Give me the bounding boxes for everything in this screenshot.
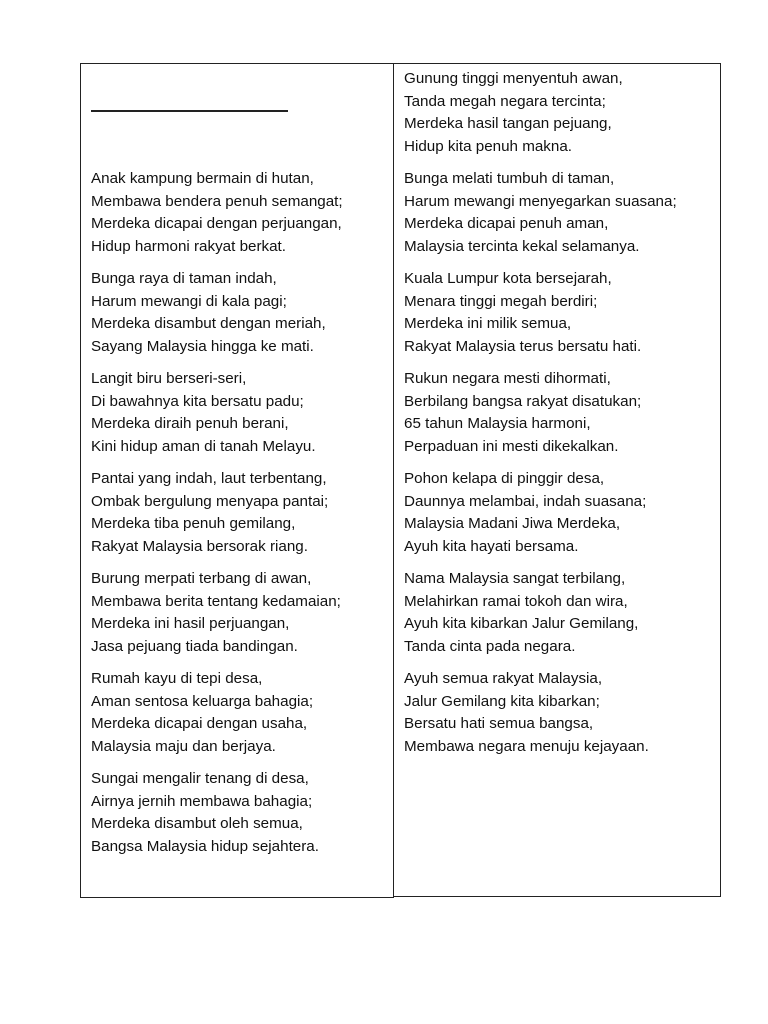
pantun-line: Menara tinggi megah berdiri;: [404, 292, 598, 310]
pantun-line: Harum mewangi menyegarkan suasana;: [404, 192, 677, 210]
pantun-stanza: [91, 368, 389, 458]
pantun-line: Gunung tinggi menyentuh awan,: [404, 70, 623, 87]
pantun-line: Ayuh semua rakyat Malaysia,: [404, 670, 603, 687]
pantun-line: Ombak bergulung menyapa pantai;: [91, 492, 329, 510]
pantun-line: Airnya jernih membawa bahagia;: [91, 792, 313, 810]
pantun-line: Bangsa Malaysia hidup sejahtera.: [91, 837, 319, 855]
pantun-stanza: [91, 768, 389, 858]
left-column: [80, 63, 394, 898]
pantun-line: Merdeka dicapai penuh aman,: [404, 215, 609, 232]
pantun-line: Sungai mengalir tenang di desa,: [91, 770, 309, 787]
pantun-line: Merdeka disambut dengan meriah,: [91, 315, 326, 332]
pantun-line: Hidup harmoni rakyat berkat.: [91, 237, 286, 255]
pantun-line: Merdeka hasil tangan pejuang,: [404, 115, 612, 132]
pantun-line: Ayuh kita hayati bersama.: [404, 537, 579, 555]
pantun-line: Rumah kayu di tepi desa,: [91, 670, 263, 687]
pantun-line: Tanda cinta pada negara.: [404, 637, 576, 655]
pantun-line: Merdeka tiba penuh gemilang,: [91, 515, 296, 532]
pantun-line: Membawa bendera penuh semangat;: [91, 192, 343, 210]
pantun-line: Malaysia tercinta kekal selamanya.: [404, 237, 640, 255]
pantun-line: Burung merpati terbang di awan,: [91, 570, 312, 587]
pantun-stanza: [91, 268, 389, 358]
pantun-stanza: [91, 668, 389, 758]
pantun-stanza: [404, 668, 716, 758]
title-blank-line: [91, 110, 288, 112]
pantun-line: Merdeka disambut oleh semua,: [91, 815, 303, 832]
pantun-line: Bunga melati tumbuh di taman,: [404, 170, 615, 187]
pantun-stanza: [91, 468, 389, 558]
pantun-stanza: [404, 368, 716, 458]
right-stanzas: [404, 68, 716, 768]
pantun-line: Merdeka dicapai dengan perjuangan,: [91, 215, 342, 232]
pantun-line: Jasa pejuang tiada bandingan.: [91, 637, 298, 655]
pantun-line: Membawa negara menuju kejayaan.: [404, 737, 649, 755]
pantun-line: Ayuh kita kibarkan Jalur Gemilang,: [404, 615, 639, 632]
pantun-line: Rakyat Malaysia terus bersatu hati.: [404, 337, 642, 355]
pantun-line: Berbilang bangsa rakyat disatukan;: [404, 392, 642, 410]
pantun-line: Melahirkan ramai tokoh dan wira,: [404, 592, 628, 610]
pantun-line: Bunga raya di taman indah,: [91, 270, 277, 287]
pantun-line: Di bawahnya kita bersatu padu;: [91, 392, 304, 410]
pantun-line: Perpaduan ini mesti dikekalkan.: [404, 437, 619, 455]
pantun-line: Harum mewangi di kala pagi;: [91, 292, 287, 310]
pantun-line: Malaysia maju dan berjaya.: [91, 737, 276, 755]
pantun-line: Merdeka ini milik semua,: [404, 315, 572, 332]
pantun-line: Langit biru berseri-seri,: [91, 370, 247, 387]
pantun-line: Kini hidup aman di tanah Melayu.: [91, 437, 316, 455]
pantun-line: Merdeka diraih penuh berani,: [91, 415, 289, 432]
pantun-line: Tanda megah negara tercinta;: [404, 92, 606, 110]
pantun-stanza: [404, 468, 716, 558]
pantun-line: Hidup kita penuh makna.: [404, 137, 573, 155]
pantun-line: Membawa berita tentang kedamaian;: [91, 592, 341, 610]
left-stanzas: [91, 168, 389, 868]
pantun-line: Rakyat Malaysia bersorak riang.: [91, 537, 308, 555]
pantun-line: Pantai yang indah, laut terbentang,: [91, 470, 327, 487]
pantun-line: Anak kampung bermain di hutan,: [91, 170, 314, 187]
pantun-stanza: [91, 168, 389, 258]
pantun-stanza: [404, 568, 716, 658]
pantun-line: Kuala Lumpur kota bersejarah,: [404, 270, 612, 287]
pantun-line: Merdeka dicapai dengan usaha,: [91, 715, 308, 732]
pantun-line: Pohon kelapa di pinggir desa,: [404, 470, 605, 487]
pantun-stanza: [91, 568, 389, 658]
pantun-line: Rukun negara mesti dihormati,: [404, 370, 611, 387]
pantun-line: Sayang Malaysia hingga ke mati.: [91, 337, 314, 355]
pantun-line: Merdeka ini hasil perjuangan,: [91, 615, 290, 632]
pantun-line: Nama Malaysia sangat terbilang,: [404, 570, 626, 587]
pantun-stanza: [404, 68, 716, 158]
pantun-line: Bersatu hati semua bangsa,: [404, 715, 594, 732]
right-column: [393, 63, 721, 897]
pantun-line: 65 tahun Malaysia harmoni,: [404, 415, 591, 432]
pantun-line: Malaysia Madani Jiwa Merdeka,: [404, 515, 621, 532]
pantun-line: Jalur Gemilang kita kibarkan;: [404, 692, 600, 710]
pantun-stanza: [404, 268, 716, 358]
pantun-stanza: [404, 168, 716, 258]
pantun-line: Aman sentosa keluarga bahagia;: [91, 692, 314, 710]
pantun-line: Daunnya melambai, indah suasana;: [404, 492, 647, 510]
